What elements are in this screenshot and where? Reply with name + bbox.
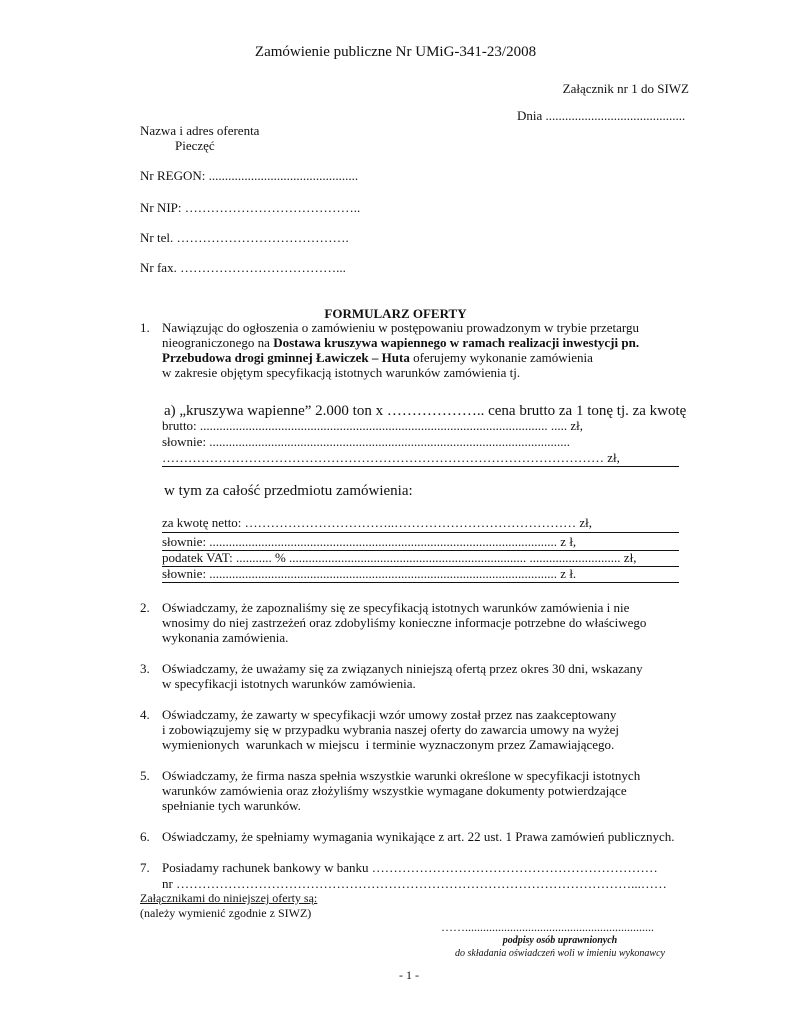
item-4-line-2: i zobowiązujemy się w przypadku wybrania naszej oferty do zawarcia umowy na wyżej	[162, 722, 619, 737]
form-title: FORMULARZ OFERTY	[324, 306, 467, 321]
item-3-line-1: Oświadczamy, że uważamy się za związanych niniejszą ofertą przez okres 30 dni, wskazany	[162, 661, 643, 676]
stamp-label: Pieczęć	[175, 138, 215, 153]
item-6-line-1: Oświadczamy, że spełniamy wymagania wynikające z art. 22 ust. 1 Prawa zamówień publicznych.	[162, 829, 675, 844]
item-1-line-2	[162, 335, 689, 350]
price-brutto: brutto: ........................................................................................................... ..... zł,	[162, 418, 584, 433]
item-1-line-1: Nawiązując do ogłoszenia o zamówieniu w postępowaniu prowadzonym w trybie przetargu	[162, 320, 640, 335]
item-2-line-1: Oświadczamy, że zapoznaliśmy się ze specyfikacją istotnych warunków zamówienia i nie	[162, 600, 630, 615]
offeror-name-label: Nazwa i adres oferenta	[140, 123, 260, 138]
item-5-number: 5.	[140, 768, 150, 783]
item-1-line-2-pre: nieograniczonego na	[162, 335, 274, 350]
price-slownie-1: słownie: ...............................................................................................................	[162, 434, 571, 449]
item-1-number: 1.	[140, 320, 150, 335]
price-box-divider	[162, 582, 679, 583]
item-1-line-4: w zakresie objętym specyfikacją istotnych warunków zamówienia tj.	[162, 365, 521, 380]
item-3-line-2: w specyfikacji istotnych warunków zamówienia.	[162, 676, 416, 691]
price-dots-line: ………………………………………………………………………………………… zł,	[162, 450, 620, 465]
item-1-line-3	[162, 350, 689, 365]
price-box-divider	[162, 532, 679, 533]
item-1-line-3-post: oferujemy wykonanie zamówienia	[409, 350, 593, 365]
attachments-note: (należy wymienić zgodnie z SIWZ)	[140, 906, 312, 920]
price-box-divider	[162, 466, 679, 467]
item-5-text	[162, 768, 689, 813]
item-5-line-1: Oświadczamy, że firma nasza spełnia wszystkie warunki określone w specyfikacji istotnych	[162, 768, 641, 783]
item-2-text	[162, 600, 689, 645]
date-line: Dnia ...........................................	[517, 108, 686, 123]
item-3-text	[162, 661, 689, 691]
item-7-line-1: Posiadamy rachunek bankowy w banku …………………………………………………………	[162, 860, 658, 875]
item-2-line-2: wnosimy do niej zastrzeżeń oraz zdobyliśmy konieczne informacje potrzebne do właściwego	[162, 615, 647, 630]
item-4-line-1: Oświadczamy, że zawarty w specyfikacji wzór umowy został przez nas zaakceptowany	[162, 707, 617, 722]
item-1-line-3-bold: Przebudowa drogi gminnej Ławiczek – Huta	[162, 350, 410, 365]
item-4-number: 4.	[140, 707, 150, 722]
price-slownie-2: słownie: ........................................................................................................... z ł,	[162, 534, 577, 549]
signature-dots: ……...............................................................	[441, 920, 654, 934]
price-line-a: a) „kruszywa wapienne” 2.000 ton x ……………….. cena brutto za 1 tonę tj. za kwotę	[164, 403, 687, 419]
price-slownie-3: słownie: ........................................................................................................... z ł.	[162, 566, 577, 581]
regon-field: Nr REGON: ..............................................	[140, 168, 359, 183]
nip-field: Nr NIP: …………………………………..	[140, 200, 361, 215]
item-5-line-2: warunków zamówienia oraz złożyliśmy wszystkie wymagane dokumenty potwierdzające	[162, 783, 627, 798]
document-title: Zamówienie publiczne Nr UMiG-341-23/2008	[254, 44, 537, 60]
item-2-number: 2.	[140, 600, 150, 615]
signature-title: podpisy osób uprawnionych	[502, 935, 618, 946]
page-number: - 1 -	[399, 968, 419, 982]
item-4-line-3: wymienionych warunkach w miejscu i terminie wyznaczonym przez Zamawiającego.	[162, 737, 615, 752]
item-6-text	[162, 829, 689, 844]
attachments-label: Załącznikami do niniejszej oferty są:	[140, 891, 318, 905]
item-4-text	[162, 707, 689, 752]
tel-field: Nr tel. ………………………………….	[140, 230, 349, 245]
item-1-text	[162, 320, 689, 380]
fax-field: Nr fax. ………………………………...	[140, 260, 346, 275]
attachment-label: Załącznik nr 1 do SIWZ	[562, 81, 689, 96]
item-7-line-2: nr ……………………………………………………………………………………………...……	[162, 876, 667, 891]
price-total-label: w tym za całość przedmiotu zamówienia:	[164, 483, 413, 499]
item-2-line-3: wykonania zamówienia.	[162, 630, 289, 645]
item-3-number: 3.	[140, 661, 150, 676]
item-1-line-2-bold: Dostawa kruszywa wapiennego w ramach realizacji inwestycji pn.	[273, 335, 640, 350]
item-7-number: 7.	[140, 860, 150, 875]
price-vat: podatek VAT: ........... % ......................................................................... ............................ zł,	[162, 550, 637, 565]
price-netto: za kwotę netto: ……………………………..…………………………………… zł,	[162, 515, 593, 530]
item-6-number: 6.	[140, 829, 150, 844]
item-5-line-3: spełnianie tych warunków.	[162, 798, 301, 813]
signature-subtitle: do składania oświadczeń woli w imieniu wykonawcy	[455, 948, 665, 959]
